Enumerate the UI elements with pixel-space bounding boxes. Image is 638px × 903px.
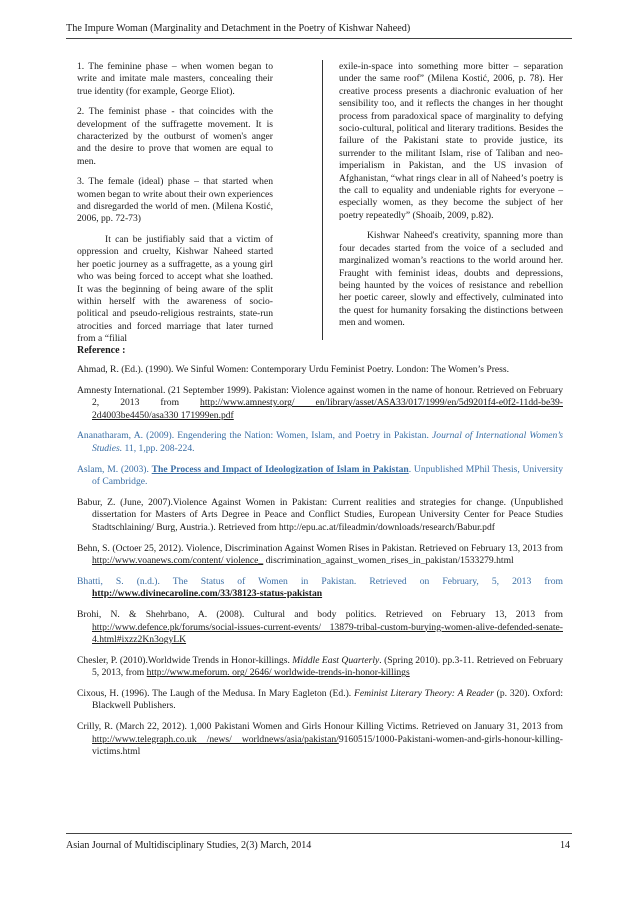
reference-link[interactable]: http://www.voanews.com/content/ violence_ — [92, 555, 264, 567]
reference-link[interactable]: http://www.defence.pk/forums/social-issues-current-events/ 13879-tribal-custom-burying-women-alive-defended-senate-4.html#ixzz2Kn3ogyLK — [92, 621, 563, 646]
reference-item: Ahmad, R. (Ed.). (1990). We Sinful Women: Contemporary Urdu Feminist Poetry. London: The Women’s Press. — [77, 364, 510, 375]
reference-item: Behn, S. (Octoer 25, 2012). Violence, Discrimination Against Women Rises in Pakistan. Retrieved on February 13, 2013 from http://www.voanews.com/content/ violence_ discrimination_against_women_rises_in_pakistan/1533279.html — [77, 542, 563, 567]
paragraph: 2. The feminist phase - that coincides with the development of the suffragette movement. It is characterized by the outburst of women's anger and the desire to prove that women are equal to men. — [77, 106, 273, 167]
reference-link[interactable]: http://www.telegraph.co.uk /news/ worldnews/asia/pakistan/ — [92, 733, 339, 745]
reference-title-link[interactable]: The Process and Impact of Ideologization of Islam in Pakistan — [151, 463, 409, 475]
paragraph: exile-in-space into something more bitter – separation under the same roof” (Milena Kostić, 2006, p. 78). Her creative process presents a diachronic evaluation of her sensibility too, and it reflects the changes in her thought process from paradoxical space of marginality to defying socio-cultural, political and literary traditions. Besides the failure of the Pakistani state to provide justice, its surrender to the militant Islam, rise of Taliban and neo-imperialism in Pakistan, and the US invasion of Afghanistan, “what rings clear in all of Naheed’s poetry is the call to equality and undeniable rights for everyone – especially women, as they become the subject of her poetry repeatedly” (Shoaib, 2009, p.82). — [339, 61, 563, 221]
right-column — [339, 61, 563, 338]
reference-link[interactable]: http://www.amnesty.org/ en/library/asset/ASA33/017/1999/en/5d9201f4-e0f2-11dd-be39-2d4003be4450/asa330 171999en.pdf — [92, 397, 563, 421]
reference-item: Amnesty International. (21 September 1999). Pakistan: Violence against women in the name of honour. Retrieved on February 2, 2013 from http://www.amnesty.org/ en/library/asset/ASA33/017/1999/en/5d9201f4-e0f2-11dd-be39-2d4003be4450/asa330 171999en.pdf — [77, 384, 564, 421]
header-rule — [66, 38, 572, 39]
reference-list — [77, 364, 563, 767]
reference-link[interactable]: http://www.divinecaroline.com/33/38123-status-pakistan — [92, 588, 323, 600]
reference-item: Aslam, M. (2003). The Process and Impact of Ideologization of Islam in Pakistan. Unpublished MPhil Thesis, University of Cambridge. — [77, 463, 564, 488]
paragraph: Kishwar Naheed's creativity, spanning more than four decades started from the voice of a secluded and marginalized woman’s reactions to the world around her. Fraught with feminist ideas, doubts and depressions, being haunted by the voices of resistance and rebellion her poetic career, slowly and effectively, culminated into the quest for humanity forsaking the distinctions between men and women. — [339, 230, 563, 329]
reference-item: Bhatti, S. (n.d.). The Status of Women in Pakistan. Retrieved on February, 5, 2013 from http://www.divinecaroline.com/33/38123-status-pakistan — [77, 575, 563, 600]
reference-item: Chesler, P. (2010).Worldwide Trends in Honor-killings. Middle East Quarterly. (Spring 2010). pp.3-11. Retrieved on February 5, 2013, from http://www.meforum. org/ 2646/ worldwide-trends-in-honor-killings — [77, 654, 563, 679]
paragraph: It can be justifiably said that a victim of oppression and cruelty, Kishwar Naheed started her poetic journey as a suffragette, as a young girl who was being forced to accept what she loathed. It was the beginning of being aware of the split within herself with the awareness of socio-political and pseudo-religious restraints, state-run atrocities and forced marriage that later turned from a “filial — [77, 233, 273, 345]
reference-item: Brohi, N. & Shehrbano, A. (2008). Cultural and body politics. Retrieved on February 13, 2013 from http://www.defence.pk/forums/social-issues-current-events/ 13879-tribal-custom-burying-women-alive-defended-senate-4.html#ixzz2Kn3ogyLK — [77, 608, 563, 646]
footer-rule — [66, 833, 572, 834]
paragraph: 1. The feminine phase – when women began to write and imitate male masters, concealing their true identity (for example, George Eliot). — [77, 61, 273, 97]
footer-journal: Asian Journal of Multidisciplinary Studies, 2(3) March, 2014 — [66, 840, 312, 851]
reference-item: Ananatharam, A. (2009). Engendering the Nation: Women, Islam, and Poetry in Pakistan. Journal of International Women’s Studies. 11, 1,pp. 208-224. — [77, 430, 563, 454]
page-number: 14 — [560, 840, 570, 851]
paragraph: 3. The female (ideal) phase – that started when women began to write about their own experiences and disregarded the world of men. (Milena Kostić, 2006, pp. 72-73) — [77, 176, 273, 225]
references-heading: Reference : — [77, 345, 126, 356]
reference-item: Cixous, H. (1996). The Laugh of the Medusa. In Mary Eagleton (Ed.). Feminist Literary Theory: A Reader (p. 320). Oxford: Blackwell Publishers. — [77, 687, 563, 712]
left-column — [77, 61, 273, 354]
reference-item: Babur, Z. (June, 2007).Violence Against Women in Pakistan: Current realities and strategies for change. (Unpublished dissertation for Masters of Arts Degree in Peace and Conflict Studies, European University Center for Peace Studies Stadtschlaining/ Burg, Austria.). Retrieved from http://epu.ac.at/fileadmin/downloads/research/Babur.pdf — [77, 496, 563, 533]
reference-item: Crilly, R. (March 22, 2012). 1,000 Pakistani Women and Girls Honour Killing Victims. Retrieved on January 31, 2013 from http://www.telegraph.co.uk /news/ worldnews/asia/pakistan/9160515/1000-Pakistani-women-and-girls-honour-killing-victims.html — [77, 721, 563, 758]
running-header: The Impure Woman (Marginality and Detachment in the Poetry of Kishwar Naheed) — [66, 23, 411, 34]
reference-link[interactable]: http://www.meforum. org/ 2646/ worldwide-trends-in-honor-killings — [146, 667, 410, 679]
column-divider — [322, 60, 323, 340]
